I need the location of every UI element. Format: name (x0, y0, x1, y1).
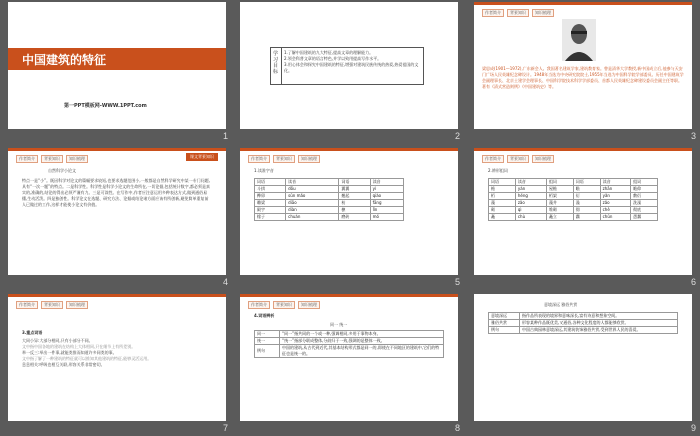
section-heading: 1.读准字音 (254, 168, 274, 173)
tab-knowledge: 知识梳理 (66, 301, 88, 309)
table-row: 矗 chù 矗立 蠢 chǔn 愚蠢 (489, 214, 658, 221)
term-line: 文中指中国各地的建筑在结构上大体相同,只在细节上有所差别。 (22, 344, 136, 349)
slide-number: 3 (690, 131, 696, 141)
slide-number: 8 (454, 423, 460, 433)
slide-number: 7 (222, 423, 228, 433)
slide-thumbnail-3[interactable] (474, 2, 692, 129)
table-row: 雕梁 diāo 枋 fāng (255, 200, 404, 207)
pronunciation-table: 词语 读音 词语 读音 斗拱 dǒu 翼翼 yì 榫卯 sǔn mǎo 翘起 qiào 雕梁 diāo 枋 fāng 殿宇 diàn 檩 lǐn 椽子 chuán 磨砖 mó (254, 178, 404, 221)
goal-item: 2.领会科普文章的语言特色,并学以致用提高写作水平。 (284, 56, 382, 61)
term-line: 大同小异:大部分相同,只有小部分不同。 (22, 338, 93, 343)
tab-author: 作者简介 (248, 155, 270, 163)
slide-thumbnail-2[interactable] (240, 2, 458, 129)
section-heading: 自然科学小论文 (48, 168, 76, 173)
term-line: 举一反三:举出一件事,就能类推而知道许多同类的事。 (22, 350, 117, 355)
slide-thumbnail-4[interactable] (8, 148, 226, 275)
word-pair: 同一 统一 (330, 322, 348, 327)
word-table: 词语 读音 组词 词语 读音 组词 檐 yán 屋檐 瞻 zhān 瞻仰 桁 héng 桁架 衍 yǎn 敷衍 藻 zǎo 藻井 澡 zǎo 洗澡 砌 qì 堆砌 彻 chè 彻底 矗 chù 矗立 蠢 chǔn 愚蠢 (488, 178, 658, 221)
table-row: 同一 “同一”指共同的一个或一种,强调相同,多用于事物本身。 (255, 331, 444, 338)
tab-author: 作者简介 (16, 301, 38, 309)
tab-knowledge: 知识梳理 (298, 301, 320, 309)
goal-box (270, 47, 424, 85)
section-tag: 课文背景知识 (186, 153, 218, 161)
section-heading: 2.辨形组词 (488, 168, 508, 173)
slide-number: 1 (222, 131, 228, 141)
tab-knowledge: 知识梳理 (298, 155, 320, 163)
tab-background: 背景知识 (273, 301, 295, 309)
author-bio: 梁思成(1901—1972),广东新会人。我国著名建筑学家,建筑教育家。曾是清华大学教授,新中国成立后,他参与天安门广场人民英雄纪念碑设计。1948年当选为中央研究院院士,1955年当选为中国科学院学部委员。历任中国建筑学会副理事长、北京土建学会理事长、中国科学院技术科学学部委员、首都人民英雄纪念碑建设委员会副主任等职。著有《清式营造则例》《中国建筑史》等。 (482, 66, 684, 89)
table-row: 榫卯 sǔn mǎo 翘起 qiào (255, 193, 404, 200)
tab-author: 作者简介 (482, 155, 504, 163)
table-row: 檐 yán 屋檐 瞻 zhān 瞻仰 (489, 186, 658, 193)
tab-knowledge: 知识梳理 (66, 155, 88, 163)
tab-background: 背景知识 (507, 9, 529, 17)
body-text: 特点一是“小”。既因科学对论文的篇幅要求较短,也要求选题范围小,一般都是自然科学研究中某一专门问题,具有“一次一题”的特点。二是科学性。科学性是科学小论文的生命所在,一切论据,包括统计数字,都必须是真实的,准确的,结论的得出必须严谨有力。三是可读性。在写作中,作者应注意运用多种表达方式,做到通俗易懂,生动活泼。四是独创性。科学论文在选题、研究方法、论据或结论诸方面应该有所创新,避免简单重复前人已做过的工作,这样才能使小论文有价值。 (22, 178, 210, 207)
table-row: 椽子 chuán 磨砖 mó (255, 214, 404, 221)
tab-background: 背景知识 (507, 155, 529, 163)
tab-background: 背景知识 (41, 155, 63, 163)
section-heading: 3.重点词语 (22, 330, 43, 335)
table-row: 统一 “统一”指部分联成整体,分歧归于一致,强调的是整体一致。 (255, 338, 444, 345)
comparison-table (488, 312, 678, 334)
slide-title: 中国建筑的特征 (22, 53, 107, 67)
slide-thumbnail-9[interactable] (474, 294, 692, 421)
section-heading: 4.词语辨析 (254, 313, 275, 318)
slide-number: 6 (690, 277, 696, 287)
tab-knowledge: 知识梳理 (532, 155, 554, 163)
table-row: 斗拱 dǒu 翼翼 yì (255, 186, 404, 193)
slide-number: 2 (454, 131, 460, 141)
slide-thumbnail-1[interactable] (8, 2, 226, 129)
goal-item: 3.用心体会和探究中国建筑的特征,增强对建筑民族传统的热爱,热爱祖国的文化。 (284, 62, 419, 73)
tab-knowledge: 知识梳理 (532, 9, 554, 17)
slide-number: 4 (222, 277, 228, 287)
slide-subtitle: 第一PPT模板网-WWW.1PPT.com (64, 103, 147, 109)
side-label: 学习目标 (273, 51, 279, 75)
slide-number: 5 (454, 277, 460, 287)
table-row: 砌 qì 堆砌 彻 chè 彻底 (489, 207, 658, 214)
slide-number: 9 (690, 423, 696, 433)
slide-thumbnail-8[interactable] (240, 294, 458, 421)
table-row: 雅俗共赏 形容某种作品既优美,又通俗,各种文化程度的人都能够欣赏。 (489, 320, 678, 327)
term-line: 文中指了解了一种建筑的特征就可以推知其他建筑的特征,能够灵活运用。 (22, 356, 152, 361)
slide-thumbnail-6[interactable] (474, 148, 692, 275)
author-photo (562, 19, 596, 61)
table-row: 例句 中国的建筑,从古代到近代,其基本结构形式都是同一的,即使在不同地区的建筑中,它们的特征也是统一的。 (255, 345, 444, 358)
table-row: 意境深远 指作品所表现的境界和意味深长,富有诗意和想象空间。 (489, 313, 678, 320)
tab-author: 作者简介 (482, 9, 504, 17)
tab-author: 作者简介 (16, 155, 38, 163)
section-heading: 意境深远 雅俗共赏 (544, 302, 578, 307)
goal-item: 1.了解中国建筑的九大特征,提高文章的理解能力。 (284, 50, 374, 55)
table-row: 桁 héng 桁架 衍 yǎn 敷衍 (489, 193, 658, 200)
term-line: 息息相关:呼吸也相互关联,形容关系非常密切。 (22, 362, 105, 367)
table-row: 殿宇 diàn 檩 lǐn (255, 207, 404, 214)
tab-background: 背景知识 (273, 155, 295, 163)
table-row: 例句 中国古典园林意境深远,其建筑装饰雅俗共赏,受到世界人民的喜爱。 (489, 327, 678, 334)
tab-background: 背景知识 (41, 301, 63, 309)
slide-thumbnail-7[interactable] (8, 294, 226, 421)
tab-author: 作者简介 (248, 301, 270, 309)
slide-thumbnail-5[interactable] (240, 148, 458, 275)
table-row: 藻 zǎo 藻井 澡 zǎo 洗澡 (489, 200, 658, 207)
comparison-table (254, 330, 444, 358)
